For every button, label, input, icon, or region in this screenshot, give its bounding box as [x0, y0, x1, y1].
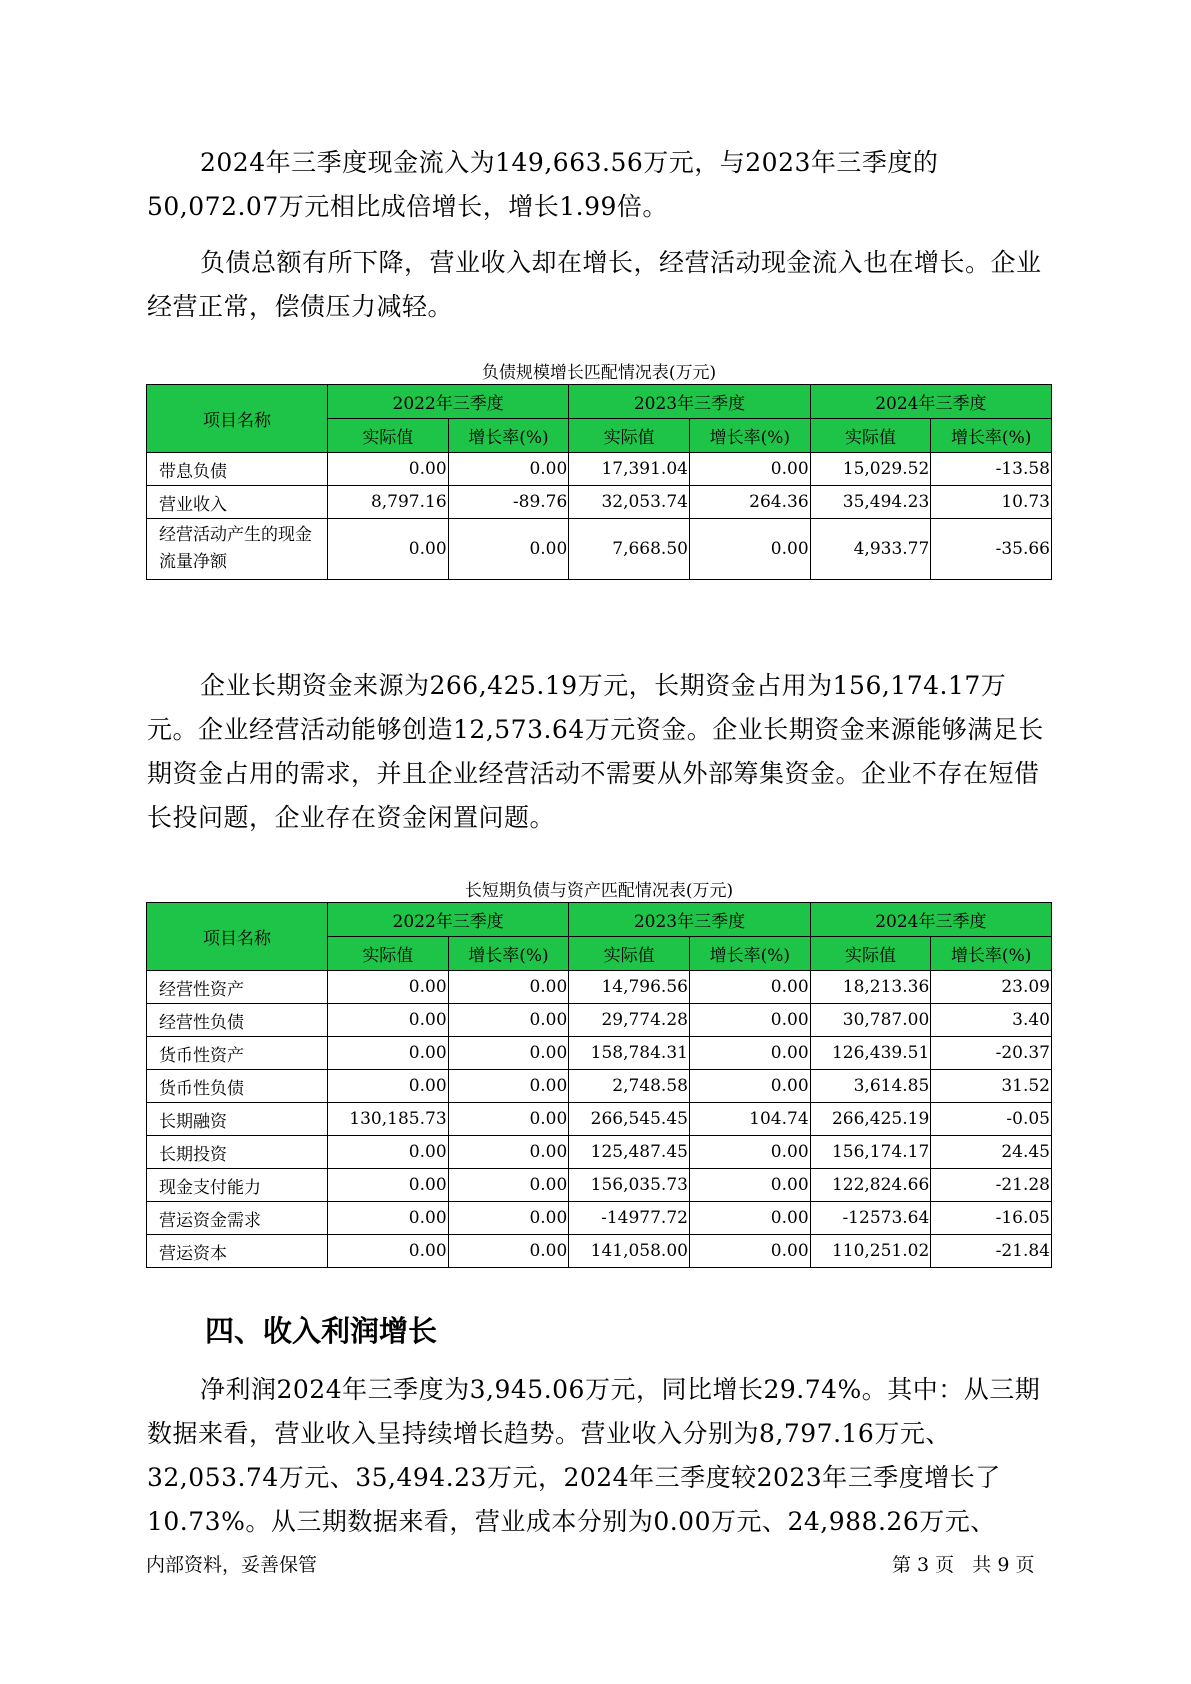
paragraph-long-term-funds: 企业长期资金来源为266,425.19万元，长期资金占用为156,174.17万元。企业经营活动能够创造12,573.64万元资金。企业长期资金来源能够满足长期资金占用的需求，并且企业经营活动不需要从外部筹集资金。企业不存在短借长投问题，企业存在资金闲置问题。: [147, 671, 1044, 832]
header-period-2023: 2023年三季度: [569, 385, 810, 419]
table-cell: 0.00: [448, 1004, 569, 1037]
table-cell: 0.00: [689, 519, 810, 580]
table-cell: 0.00: [689, 1037, 810, 1070]
table-cell: 31.52: [931, 1070, 1052, 1103]
header-actual: 实际值: [569, 419, 690, 453]
header-period-2022: 2022年三季度: [327, 903, 568, 937]
table-row: [147, 453, 1052, 486]
table-row: [147, 1103, 1052, 1136]
table-cell: 0.00: [448, 1103, 569, 1136]
table-cell: 0.00: [448, 519, 569, 580]
table-cell: 7,668.50: [569, 519, 690, 580]
table-cell: 24.45: [931, 1136, 1052, 1169]
table-cell: 0.00: [448, 1037, 569, 1070]
row-label: 营业收入: [147, 486, 328, 519]
table-cell: 0.00: [327, 1169, 448, 1202]
header-actual: 实际值: [810, 419, 931, 453]
table-cell: 35,494.23: [810, 486, 931, 519]
table-row: [147, 519, 1052, 580]
table-cell: 0.00: [327, 1202, 448, 1235]
row-label: 长期投资: [147, 1136, 328, 1169]
table-cell: 156,174.17: [810, 1136, 931, 1169]
table-cell: 15,029.52: [810, 453, 931, 486]
table1-caption: 负债规模增长匹配情况表(万元): [481, 363, 717, 383]
header-growth: 增长率(%): [931, 419, 1052, 453]
table-cell: -20.37: [931, 1037, 1052, 1070]
table-cell: 29,774.28: [569, 1004, 690, 1037]
table-cell: 8,797.16: [327, 486, 448, 519]
paragraph-debt-summary: 负债总额有所下降，营业收入却在增长，经营活动现金流入也在增长。企业经营正常，偿债压力减轻。: [147, 248, 1042, 321]
table-row: [147, 1202, 1052, 1235]
table-cell: 110,251.02: [810, 1235, 931, 1268]
table-cell: 3,614.85: [810, 1070, 931, 1103]
table-cell: -0.05: [931, 1103, 1052, 1136]
table-cell: 104.74: [689, 1103, 810, 1136]
table-cell: 0.00: [689, 1235, 810, 1268]
header-growth: 增长率(%): [689, 937, 810, 971]
table-cell: 32,053.74: [569, 486, 690, 519]
table-cell: 158,784.31: [569, 1037, 690, 1070]
table-cell: 0.00: [327, 1004, 448, 1037]
asset-liability-matching-table: [146, 902, 1052, 1268]
table-row: [147, 486, 1052, 519]
table-cell: 266,425.19: [810, 1103, 931, 1136]
footer-confidential-note: 内部资料，妥善保管: [146, 1554, 318, 1576]
table-cell: 0.00: [448, 1235, 569, 1268]
row-label: 货币性负债: [147, 1070, 328, 1103]
table-cell: 17,391.04: [569, 453, 690, 486]
header-actual: 实际值: [327, 419, 448, 453]
table-cell: 10.73: [931, 486, 1052, 519]
table-cell: -14977.72: [569, 1202, 690, 1235]
header-item-name: 项目名称: [147, 903, 328, 971]
header-item-name: 项目名称: [147, 385, 328, 453]
table-cell: 264.36: [689, 486, 810, 519]
table-cell: 0.00: [689, 1136, 810, 1169]
table-cell: 0.00: [689, 453, 810, 486]
header-growth: 增长率(%): [689, 419, 810, 453]
header-period-2023: 2023年三季度: [569, 903, 810, 937]
table-cell: 0.00: [689, 971, 810, 1004]
row-label: 货币性资产: [147, 1037, 328, 1070]
header-period-2024: 2024年三季度: [810, 385, 1051, 419]
table-cell: 0.00: [689, 1169, 810, 1202]
row-label: 长期融资: [147, 1103, 328, 1136]
table-cell: -16.05: [931, 1202, 1052, 1235]
table-cell: -21.84: [931, 1235, 1052, 1268]
table-cell: 0.00: [327, 1037, 448, 1070]
table-cell: -12573.64: [810, 1202, 931, 1235]
row-label: 营运资本: [147, 1235, 328, 1268]
header-growth: 增长率(%): [448, 937, 569, 971]
table-cell: 141,058.00: [569, 1235, 690, 1268]
footer-page-number: 第 3 页 共 9 页: [892, 1554, 1035, 1576]
table-cell: 4,933.77: [810, 519, 931, 580]
table-cell: 0.00: [689, 1004, 810, 1037]
table-cell: 0.00: [689, 1202, 810, 1235]
paragraph-cash-inflow: 2024年三季度现金流入为149,663.56万元，与2023年三季度的50,072.07万元相比成倍增长，增长1.99倍。: [147, 148, 939, 221]
table-cell: 3.40: [931, 1004, 1052, 1037]
table-cell: 0.00: [448, 453, 569, 486]
table-cell: -13.58: [931, 453, 1052, 486]
table-cell: 0.00: [327, 453, 448, 486]
table-cell: -89.76: [448, 486, 569, 519]
table-cell: 0.00: [327, 971, 448, 1004]
section-heading: 四、收入利润增长: [205, 1314, 438, 1348]
header-actual: 实际值: [569, 937, 690, 971]
row-label: 经营性负债: [147, 1004, 328, 1037]
row-label: 营运资金需求: [147, 1202, 328, 1235]
table-row: [147, 1136, 1052, 1169]
row-label: 带息负债: [147, 453, 328, 486]
table-cell: 0.00: [327, 1235, 448, 1268]
row-label: 现金支付能力: [147, 1169, 328, 1202]
table-cell: 0.00: [448, 1169, 569, 1202]
table-cell: 156,035.73: [569, 1169, 690, 1202]
table-row: [147, 1070, 1052, 1103]
header-period-2022: 2022年三季度: [327, 385, 568, 419]
table-cell: 0.00: [448, 1070, 569, 1103]
table2-caption: 长短期负债与资产匹配情况表(万元): [464, 881, 734, 901]
table-cell: -21.28: [931, 1169, 1052, 1202]
table-row: [147, 1169, 1052, 1202]
paragraph-revenue-profit: 净利润2024年三季度为3,945.06万元，同比增长29.74%。其中：从三期数据来看，营业收入呈持续增长趋势。营业收入分别为8,797.16万元、32,053.74万元、35,494.23万元，2024年三季度较2023年三季度增长了10.73%。从三期数据来看，营业成本分别为0.00万元、24,988.26万元、: [147, 1375, 1041, 1536]
table-cell: 0.00: [448, 1136, 569, 1169]
header-actual: 实际值: [327, 937, 448, 971]
table-row: [147, 1037, 1052, 1070]
header-growth: 增长率(%): [931, 937, 1052, 971]
debt-growth-table: [146, 384, 1052, 580]
table-cell: 0.00: [689, 1070, 810, 1103]
header-growth: 增长率(%): [448, 419, 569, 453]
row-label: 经营活动产生的现金流量净额: [147, 519, 328, 580]
header-period-2024: 2024年三季度: [810, 903, 1051, 937]
table-row: [147, 971, 1052, 1004]
table-cell: 130,185.73: [327, 1103, 448, 1136]
table-cell: 30,787.00: [810, 1004, 931, 1037]
table-cell: 0.00: [448, 971, 569, 1004]
table-cell: 125,487.45: [569, 1136, 690, 1169]
table-cell: 14,796.56: [569, 971, 690, 1004]
table-cell: 126,439.51: [810, 1037, 931, 1070]
table-cell: 0.00: [327, 1136, 448, 1169]
table-cell: 0.00: [327, 519, 448, 580]
table-cell: -35.66: [931, 519, 1052, 580]
header-actual: 实际值: [810, 937, 931, 971]
table-cell: 2,748.58: [569, 1070, 690, 1103]
table-cell: 0.00: [327, 1070, 448, 1103]
table-row: [147, 1235, 1052, 1268]
table-cell: 18,213.36: [810, 971, 931, 1004]
row-label: 经营性资产: [147, 971, 328, 1004]
table-row: [147, 1004, 1052, 1037]
table-cell: 0.00: [448, 1202, 569, 1235]
table-cell: 122,824.66: [810, 1169, 931, 1202]
table-cell: 23.09: [931, 971, 1052, 1004]
table-cell: 266,545.45: [569, 1103, 690, 1136]
